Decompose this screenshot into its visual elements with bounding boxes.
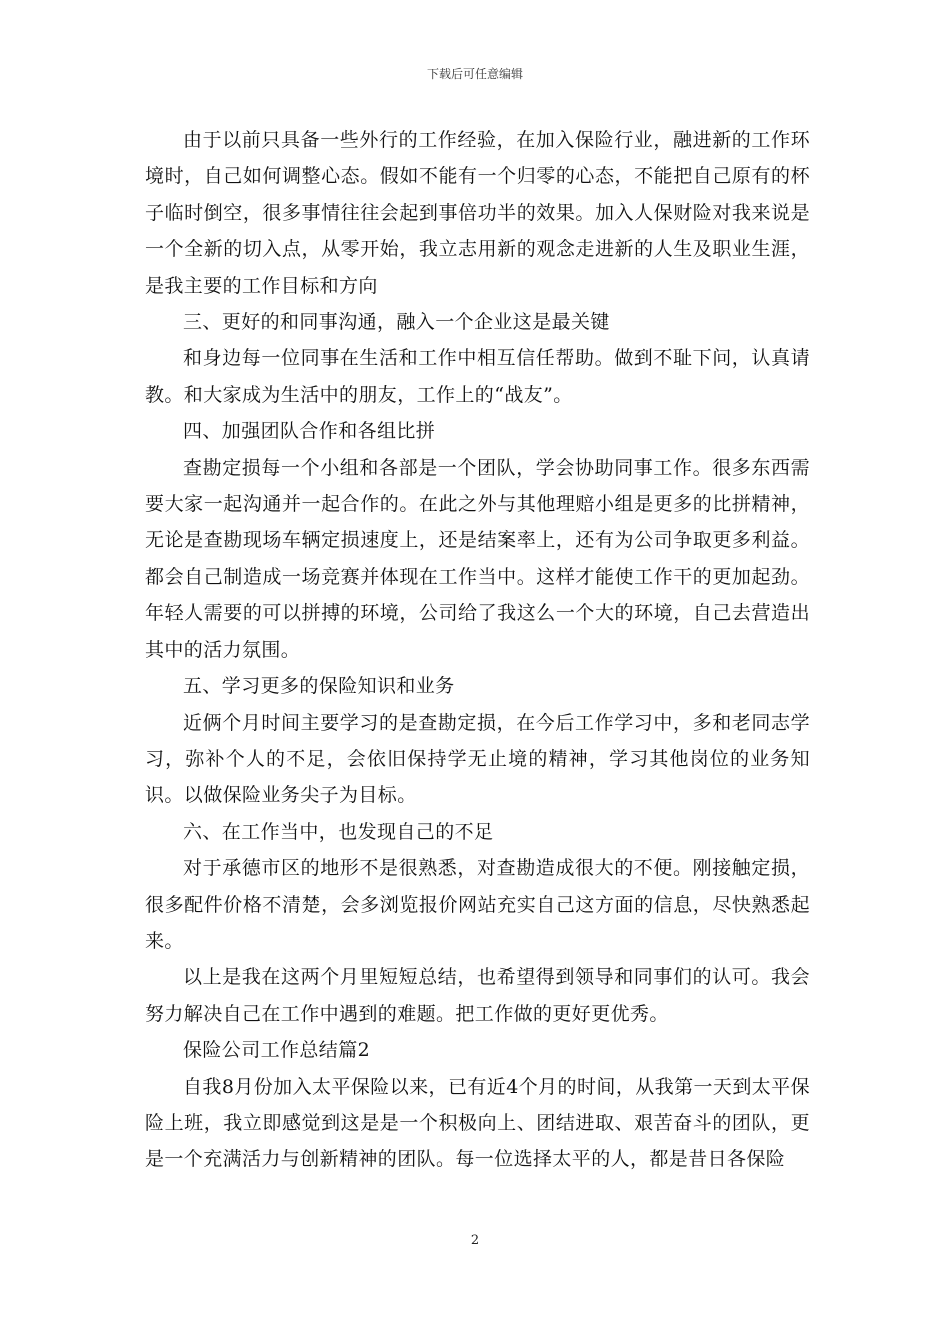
- paragraph: 以上是我在这两个月里短短总结，也希望得到领导和同事们的认可。我会努力解决自己在工作中遇到的难题。把工作做的更好更优秀。: [145, 966, 810, 1025]
- section-heading: 五、学习更多的保险知识和业务: [183, 675, 455, 698]
- paragraph: 查勘定损每一个小组和各部是一个团队，学会协助同事工作。很多东西需要大家一起沟通并一起合作的。在此之外与其他理赔小组是更多的比拼精神，无论是查勘现场车辆定损速度上，还是结案率上，还有为公司争取更多利益。都会自己制造成一场竞赛并体现在工作当中。这样才能使工作干的更加起劲。年轻人需要的可以拼搏的环境，公司给了我这么一个大的环境，自己去营造出其中的活力氛围。: [145, 456, 810, 661]
- paragraph: 自我8月份加入太平保险以来，已有近4个月的时间，从我第一天到太平保险上班，我立即感觉到这是是一个积极向上、团结进取、艰苦奋斗的团队，更是一个充满活力与创新精神的团队。每一位选择太平的人，都是昔日各保险: [145, 1075, 810, 1171]
- paragraph: 近俩个月时间主要学习的是查勘定损，在今后工作学习中，多和老同志学习，弥补个人的不足，会依旧保持学无止境的精神，学习其他岗位的业务知识。以做保险业务尖子为目标。: [145, 711, 810, 807]
- section-heading: 三、更好的和同事沟通，融入一个企业这是最关键: [183, 311, 610, 334]
- paragraph: 对于承德市区的地形不是很熟悉，对查勘造成很大的不便。刚接触定损，很多配件价格不清楚，会多浏览报价网站充实自己这方面的信息，尽快熟悉起来。: [145, 857, 810, 952]
- paragraph: 由于以前只具备一些外行的工作经验，在加入保险行业，融进新的工作环境时，自己如何调整心态。假如不能有一个归零的心态，不能把自己原有的杯子临时倒空，很多事情往往会起到事倍功半的效果。加入人保财险对我来说是一个全新的切入点，从零开始，我立志用新的观念走进新的人生及职业生涯，是我主要的工作目标和方向: [145, 129, 810, 297]
- section-heading: 四、加强团队合作和各组比拼: [183, 420, 436, 443]
- document-body: [145, 122, 810, 1178]
- page-number: 2: [470, 1233, 480, 1248]
- section-heading: 六、在工作当中，也发现自己的不足: [183, 820, 494, 843]
- paragraph: 和身边每一位同事在生活和工作中相互信任帮助。做到不耻下问，认真请教。和大家成为生活中的朋友，工作上的“战友”。: [145, 347, 810, 406]
- article-title: 保险公司工作总结篇2: [183, 1039, 371, 1062]
- page-header: 下载后可任意编辑: [426, 67, 523, 81]
